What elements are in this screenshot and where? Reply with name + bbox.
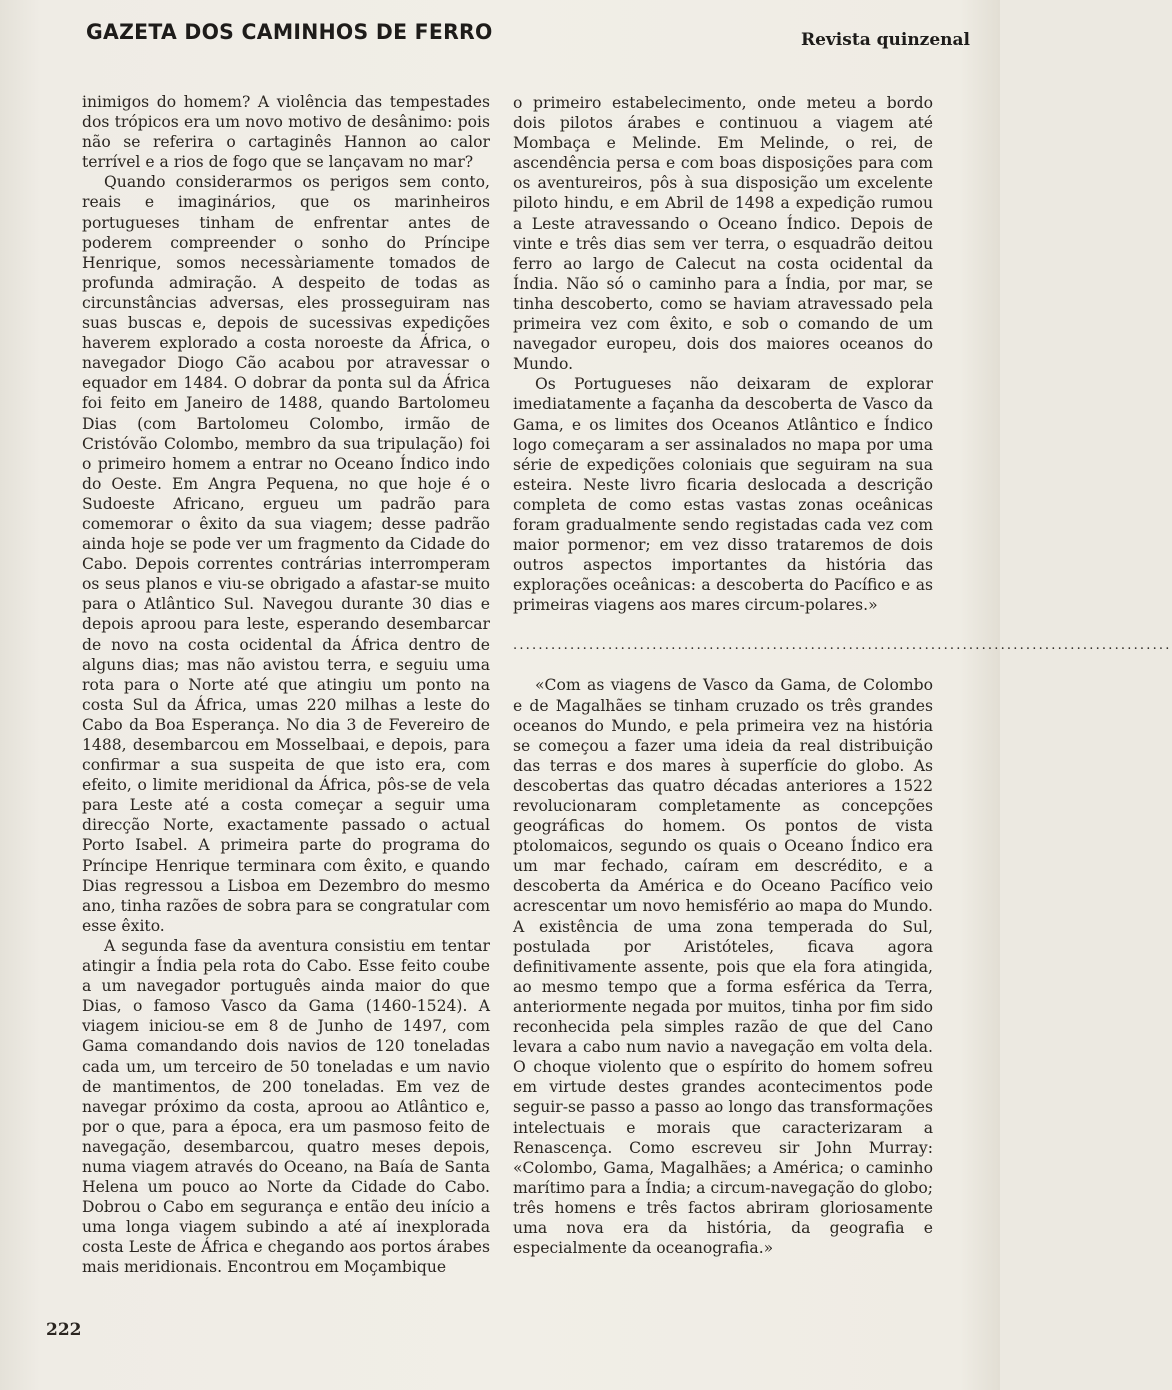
publication-subtitle: Revista quinzenal [800,30,970,50]
paragraph: Os Portugueses não deixaram de explorar imediatamente a façanha da descoberta de Vasco da Gama, e os limites dos Oceanos Atlântico e Índico logo começaram a ser assinalados no mapa por uma série de expedições coloniais que seguiram na sua esteira. Neste livro ficaria deslocada a descrição completa de como estas vastas zonas oceânicas foram gradualmente sendo registadas cada vez com maior pormenor; em vez disso trataremos de dois outros aspectos importantes da história das explorações oceânicas: a descoberta do Pacífico e as primeiras viagens aos mares circum-polares.» [513,375,933,615]
paragraph: o primeiro estabelecimento, onde meteu a bordo dois pilotos árabes e continuou a viagem até Mombaça e Melinde. Em Melinde, o rei, de ascendência persa e com boas disposições para com os aventureiros, pôs à sua disposição um excelente piloto hindu, e em Abril de 1498 a expedição rumou a Leste atravessando o Oceano Índico. Depois de vinte e três dias sem ver terra, o esquadrão deitou ferro ao largo de Calecut na costa ocidental da Índia. Não só o caminho para a Índia, por mar, se tinha descoberto, como se haviam atravessado pela primeira vez com êxito, e sob o comando de um navegador europeu, dois dos maiores oceanos do Mundo. [513,94,933,374]
right-column [513,93,1172,1258]
section-divider: ........................................................................................................ [513,638,1172,654]
paragraph: «Com as viagens de Vasco da Gama, de Colombo e de Magalhães se tinham cruzado os três grandes oceanos do Mundo, e pela primeira vez na história se começou a fazer uma ideia da real distribuição das terras e dos mares à superfície do globo. As descobertas das quatro décadas anteriores a 1522 revolucionaram completamente as concepções geográficas do homem. Os pontos de vista ptolomaicos, segundo os quais o Oceano Índico era um mar fechado, caíram em descrédito, e a descoberta da América e do Oceano Pacífico veio acrescentar um novo hemisfério ao mapa do Mundo. A existência de uma zona temperada do Sul, postulada por Aristóteles, ficava agora definitivamente assente, pois que ela fora atingida, ao mesmo tempo que a forma esférica da Terra, anteriormente negada por muitos, tinha por fim sido reconhecida pela simples razão de que del Cano levara a cabo num navio a navegação em volta dela. O choque violento que o espírito do homem sofreu em virtude destes grandes acontecimentos pode seguir-se passo a passo ao longo das transformações intelectuais e morais que caracterizaram a Renascença. Como escreveu sir John Murray: «Colombo, Gama, Magalhães; a América; o caminho marítimo para a Índia; a circum-navegação do globo; três homens e três factos abriram gloriosamente uma nova era da história, da geografia e especialmente da oceanografia.» [513,676,933,1258]
paragraph: Quando considerarmos os perigos sem conto, reais e imaginários, que os marinheiros portugueses tinham de enfrentar antes de poderem compreender o sonho do Príncipe Henrique, somos necessàriamente tomados de profunda admiração. A despeito de todas as circunstâncias adversas, eles prosseguiram nas suas buscas e, depois de sucessivas expedições haverem explorado a costa noroeste da África, o navegador Diogo Cão acabou por atravessar o equador em 1484. O dobrar da ponta sul da África foi feito em Janeiro de 1488, quando Bartolomeu Dias (com Bartolomeu Colombo, irmão de Cristóvão Colombo, membro da sua tripulação) foi o primeiro homem a entrar no Oceano Índico indo do Oeste. Em Angra Pequena, no que hoje é o Sudoeste Africano, ergueu um padrão para comemorar o êxito da sua viagem; desse padrão ainda hoje se pode ver um fragmento da Cidade do Cabo. Depois correntes contrárias interromperam os seus planos e viu-se obrigado a afastar-se muito para o Atlântico Sul. Navegou durante 30 dias e depois aproou para leste, esperando desembarcar de novo na costa ocidental da África dentro de alguns dias; mas não avistou terra, e seguiu uma rota para o Norte até que atingiu um ponto na costa Sul da África, umas 220 milhas a leste do Cabo da Boa Esperança. No dia 3 de Fevereiro de 1488, desembarcou em Mosselbaai, e depois, para confirmar a sua suspeita de que isto era, com efeito, o limite meridional da África, pôs-se de vela para Leste até a costa começar a seguir uma direcção Norte, exactamente passado o actual Porto Isabel. A primeira parte do programa do Príncipe Henrique terminara com êxito, e quando Dias regressou a Lisboa em Dezembro do mesmo ano, tinha razões de sobra para se congratular com esse êxito. [82,173,491,935]
paragraph: A segunda fase da aventura consistiu em tentar atingir a Índia pela rota do Cabo. Esse feito coube a um navegador português ainda maior do que Dias, o famoso Vasco da Gama (1460-1524). A viagem iniciou-se em 8 de Junho de 1497, com Gama comandando dois navios de 120 toneladas cada um, um terceiro de 50 toneladas e um navio de mantimentos, de 200 toneladas. Em vez de navegar próximo da costa, aproou ao Atlântico e, por o que, para a época, era um pasmoso feito de navegação, desembarcou, quatro meses depois, numa viagem através do Oceano, na Baía de Santa Helena um pouco ao Norte da Cidade do Cabo. Dobrou o Cabo em segurança e então deu início a uma longa viagem subindo a até aí inexplorada costa Leste de África e chegando aos portos árabes mais meridionais. Encontrou em Moçambique [82,936,490,1277]
paragraph: inimigos do homem? A violência das tempestades dos trópicos era um novo motivo de desânimo: pois não se referira o cartaginês Hannon ao calor terrível e a rios de fogo que se lançavam no mar? [82,93,490,172]
page-number: 222 [46,1320,82,1340]
left-column [82,92,490,1278]
publication-title: GAZETA DOS CAMINHOS DE FERRO [86,20,493,44]
